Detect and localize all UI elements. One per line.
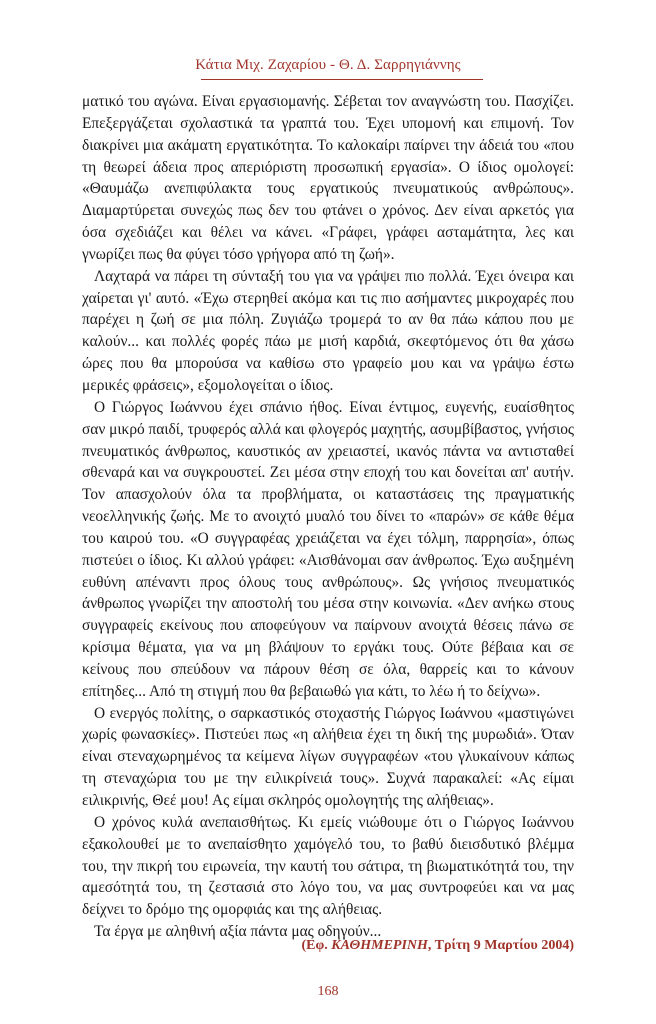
body-text: [82, 91, 574, 943]
source-citation: [301, 938, 574, 954]
paragraph: Λαχταρά να πάρει τη σύνταξή του για να γράψει πιο πολλά. Έχει όνειρα και χαίρεται γι' αυτό. «Έχω στερηθεί ακόμα και τις πιο ασήμαντες μικροχαρές που παρέχει η ζωή σε μια πόλη. Ζυγιάζω τρομερά το αν θα πάω κάπου που με καλούν... και πολλές φορές πάω με μισή καρδιά, σκεφτόμενος ότι θα χάσω ώρες που θα μπορούσα να καθίσω στο γραφείο μου και να γράψω έστω μερικές φράσεις», εξομολογείται ο ίδιος.: [82, 267, 574, 394]
paragraph: Ο Γιώργος Ιωάννου έχει σπάνιο ήθος. Είναι έντιμος, ευγενής, ευαίσθητος σαν μικρό παιδί, τρυφερός αλλά και φλογερός μαχητής, ασυμβίβαστος, γνήσιος πνευματικός άνθρωπος, καυστικός αν χρειαστεί, ικανός πάντα να αντισταθεί σθεναρά και να συγκρουστεί. Ζει μέσα στην εποχή του και δονείται απ' αυτήν. Τον απασχολούν όλα τα προβλήματα, οι καταστάσεις της πραγματικής νεοελληνικής ζωής. Με το ανοιχτό μυαλό του δίνει το «παρών» σε κάθε θέμα του καιρού του. «Ο συγγραφέας χρειάζεται να έχει τόλμη, παρρησία», όπως πιστεύει ο ίδιος. Κι αλλού γράφει: «Αισθάνομαι σαν άνθρωπος. Έχω αυξημένη ευθύνη απέναντι προς όλους τους ανθρώπους». Ως γνήσιος πνευματικός άνθρωπος γνωρίζει την αποστολή του μέσα στην κοινωνία. «Δεν ανήκω στους συγγραφείς εκείνους που αποφεύγουν να παίρνουν ανοιχτά θέσεις πάνω σε κρίσιμα θέματα, για να μη βλάψουν το εργάκι τους. Ούτε βέβαια και σε κείνους που σπεύδουν να πάρουν θέση σε όλα, θαρρείς και το κάνουν επίτηδες... Από τη στιγμή που θα βεβαιωθώ για κάτι, το λέω ή το δείχνω».: [82, 398, 574, 700]
paragraph: ματικό του αγώνα. Είναι εργασιομανής. Σέβεται τον αναγνώστη του. Πασχίζει. Επεξεργάζεται σχολαστικά τα γραπτά του. Έχει υπομονή και επιμονή. Τον διακρίνει μια ακάματη εργατικότητα. Το καλοκαίρι παίρνει την άδειά του «που τη θεωρεί άδεια προς απεριόριστη προσωπική εργασία». Ο ίδιος ομολογεί: «Θαυμάζω ανεπιφύλακτα τους εργατικούς πνευματικούς ανθρώπους». Διαμαρτύρεται συνεχώς πως δεν του φτάνει ο χρόνος. Δεν είναι αρκετός για όσα σχεδιάζει και θέλει να κάνει. «Γράφει, γράφει ασταμάτητα, λες και γνωρίζει πως θα φύγει τόσο γρήγορα από τη ζωή».: [82, 93, 574, 263]
paragraph: Τα έργα με αληθινή αξία πάντα μας οδηγούν...: [94, 923, 382, 941]
page-number: 168: [317, 984, 339, 999]
source-newspaper: ΚΑΘΗΜΕΡΙΝΗ: [331, 938, 428, 953]
running-header: Κάτια Μιχ. Ζαχαρίου - Θ. Δ. Σαρρηγιάννης: [195, 57, 461, 73]
header-underline: [201, 79, 483, 80]
paragraph: Ο χρόνος κυλά ανεπαισθήτως. Κι εμείς νιώθουμε ότι ο Γιώργος Ιωάννου εξακολουθεί με το ανεπαίσθητο χαμόγελό του, το βαθύ διεισδυτικό βλέμμα του, την πικρή του ειρωνεία, την καυτή του σάτιρα, τη βιωματικότητά του, την αμεσότητά του, τη ζεστασιά στο λόγο του, να μας συντροφεύει και να μας δείχνει το δρόμο της ομορφιάς και της αλήθειας.: [82, 813, 574, 919]
source-date: , Τρίτη 9 Μαρτίου 2004): [427, 938, 574, 953]
source-prefix: (Εφ.: [301, 938, 332, 953]
paragraph: Ο ενεργός πολίτης, ο σαρκαστικός στοχαστής Γιώργος Ιωάννου «μαστιγώνει χωρίς φωνασκίες». Πιστεύει πως «η αλήθεια έχει τη δική της μυρωδιά». Όταν είναι στεναχωρημένος τα κείμενα λίγων συγγραφέων «του γλυκαίνουν κάπως τη στεναχώρια του με την ειλικρίνειά τους». Συχνά παρακαλεί: «Ας είμαι ειλικρινής, Θεέ μου! Ας είμαι σκληρός ομολογητής της αλήθειας».: [82, 704, 574, 809]
